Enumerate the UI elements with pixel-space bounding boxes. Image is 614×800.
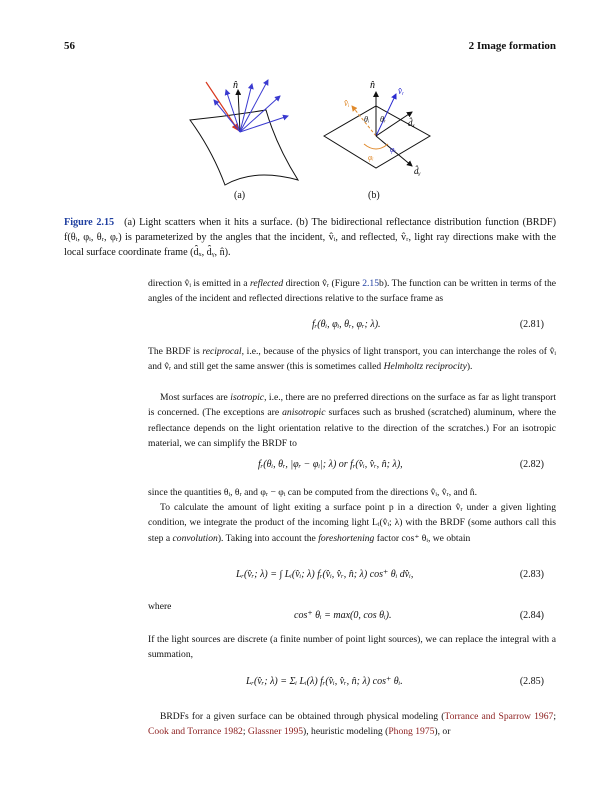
body-paragraph-3: Most surfaces are isotropic, i.e., there are no preferred directions on the surface as far as light transport is concerned. (The exceptions are anisotropic surfaces such as brushed (scratched) aluminum, where the reflectance depends on the light orientation relative to the direction of the scratches.) For an isotropic material, we can simplify the BRDF to <box>148 392 557 449</box>
citation-link[interactable]: Cook and Torrance 1982 <box>148 726 243 738</box>
theta-r-label: θᵣ <box>380 115 386 124</box>
dx-label: d̂ₓ <box>408 118 416 128</box>
phi-r-label: φᵣ <box>390 145 397 154</box>
figure-a-label: (a) <box>234 190 246 201</box>
citation-link[interactable]: Phong 1975 <box>388 726 435 738</box>
surface-patch <box>190 110 298 185</box>
page-number: 56 <box>64 40 75 52</box>
citation-link[interactable]: Torrance and Sparrow 1967 <box>444 711 554 722</box>
body-paragraph-6: If the light sources are discrete (a finite number of point light sources), we can replace the integral with a summation, <box>148 634 556 661</box>
normal-label: n̂ <box>233 80 238 91</box>
where-label: where <box>148 601 172 612</box>
equation-2-84: cos⁺ θᵢ = max(0, cos θᵢ). (2.84) <box>294 610 544 621</box>
normal-label: n̂ <box>370 80 375 91</box>
body-paragraph-5: To calculate the amount of light exiting a surface point p in a direction v̂ᵣ under a given lighting condition, we integrate the product of the incoming light Lᵢ(v̂ᵢ; λ) with the BRDF (some authors call this step a convolution). Taking into account the foreshortening factor cos⁺ θᵢ, we obtain <box>148 502 556 544</box>
caption-text: (a) Light scatters when it hits a surface. (b) The bidirectional reflectance distribution function (BRDF) f(θᵢ, φᵢ, θᵣ, φᵣ) is parameterized by the angles that the incident, v̂ᵢ, and reflected, v̂ᵣ, light ray directions make with the local surface coordinate frame (d̂ₓ, d̂ᵧ, n̂). <box>64 217 556 258</box>
caption-label: Figure 2.15 <box>64 217 115 228</box>
vi-label: v̂ᵢ <box>344 98 350 108</box>
equation-2-85: Lᵣ(v̂ᵣ; λ) = Σᵢ Lᵢ(λ) fᵣ(v̂ᵢ, v̂ᵣ, n̂; λ) cos⁺ θᵢ. (2.85) <box>246 676 544 687</box>
figure-a <box>180 70 310 188</box>
dy-label: d̂ᵧ <box>414 166 421 176</box>
figure-b-label: (b) <box>368 190 380 201</box>
theta-i-label: θᵢ <box>364 115 370 124</box>
equation-2-82: fᵣ(θᵢ, θᵣ, |φᵣ − φᵢ|; λ) or fᵣ(v̂ᵢ, v̂ᵣ, n̂; λ), (2.82) <box>258 459 544 470</box>
equation-2-83: Lᵣ(v̂ᵣ; λ) = ∫ Lᵢ(v̂ᵢ; λ) fᵣ(v̂ᵢ, v̂ᵣ, n̂; λ) cos⁺ θᵢ dv̂ᵢ, (2.83) <box>236 569 544 580</box>
figure-link[interactable]: 2.15 <box>362 278 380 289</box>
equation-2-81: fᵣ(θᵢ, φᵢ, θᵣ, φᵣ; λ). (2.81) <box>312 319 544 330</box>
running-header: 2 Image formation <box>468 40 556 52</box>
citation-link[interactable]: Glassner 1995 <box>247 726 304 738</box>
body-paragraph-1: direction v̂ᵢ is emitted in a reflected direction v̂ᵣ (Figure 2.15b). The function can be written in terms of the angles of the incident and reflected directions relative to the surface frame as <box>148 278 557 305</box>
figure-caption <box>64 215 556 260</box>
figure-b <box>318 72 438 190</box>
phi-i-label: φᵢ <box>368 153 374 162</box>
vr-label: v̂ᵣ <box>398 86 405 96</box>
body-paragraph-4: since the quantities θᵢ, θᵣ and φᵣ − φᵢ can be computed from the directions v̂ᵢ, v̂ᵣ, and n̂. <box>148 487 477 498</box>
body-paragraph-7: BRDFs for a given surface can be obtained through physical modeling (Torrance and Sparrow 1967; Cook and Torrance 1982; Glassner 1995), heuristic modeling (Phong 1975), or <box>148 711 556 738</box>
body-paragraph-2: The BRDF is reciprocal, i.e., because of the physics of light transport, you can interchange the roles of v̂ᵢ and v̂ᵣ and still get the same answer (this is sometimes called Helmholtz reciprocity). <box>148 346 557 373</box>
